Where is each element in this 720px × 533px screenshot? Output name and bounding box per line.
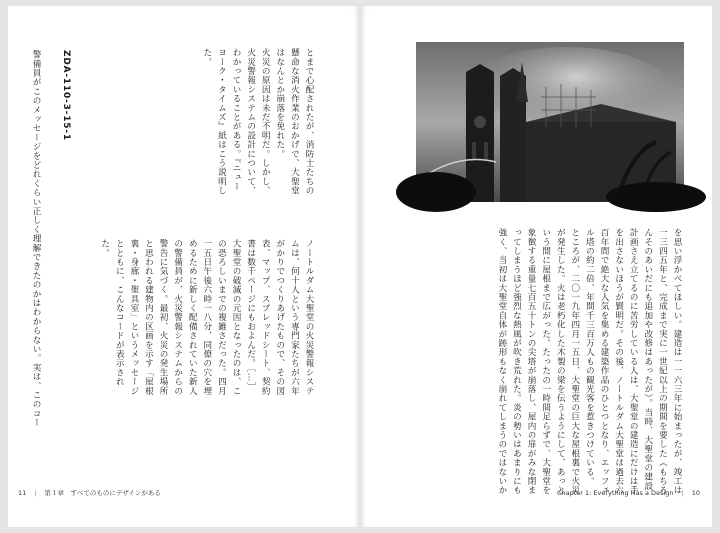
left-page xyxy=(8,6,360,527)
left-page-number: 11 xyxy=(18,489,27,497)
cathedral-fire-photo xyxy=(416,42,684,202)
left-text-block-quote: ノートルダム大聖堂の火災警報システムは、何十人という専門家たちが六年がかりでつくりあげたもので、その図表、マップ、スプレッドシート、契約書は数千ページにもおよんだ。［…］ 大聖堂の破滅の元因となったのは、この恐ろしいまでの複雑さだった。四月一五日午後六時一八分、同僚の穴を埋めるために新しく配備されていた新人の警備員が、火災警報システムからの警告に気づく。最初、火災の発生場所と思われる建物内の区画を示す「屋根裏・身廊・聖具室」というメッセージとともに、こんなコードが表示された。 xyxy=(99,239,314,396)
book-spread xyxy=(8,6,712,527)
left-running-head: 第１章 すべてのものにデザインがある xyxy=(44,489,161,497)
right-running-head: Chapter 1: Everything Has a Design xyxy=(556,489,674,497)
left-folio: 11 | 第１章 すべてのものにデザインがある xyxy=(18,489,161,497)
left-text-block-top: とまで心配されたが、消防士たちの懸命な消火作業のおかげで、大聖堂はなんとか崩落を免れた。 火災の原因は未だ不明だ。しかし、火災警報システムの設計について、わかっていることがある。『ニューヨーク・タイムズ』紙はこう説明した。 xyxy=(201,48,314,196)
right-folio: Chapter 1: Everything Has a Design | 10 xyxy=(556,489,700,497)
right-page-number: 10 xyxy=(691,489,700,497)
right-page xyxy=(360,6,712,527)
right-text-block: を思い浮かべてほしい。建造は一一六三年に始まったが、竣工は一三四五年と、完成まで実に一世紀以上の期間を要した（もちろんそのあいだにも追加や改修はあったが）。当時、大聖堂の建設計画さえ立てるのに苦労している人は、大聖堂の建造にだけは手を出さないほうが賢明だ。その後、ノートルダム大聖堂は過去六百年間で絶大な人気を集める建築作品のひとつとなり、エッフェル塔の約二倍、年間千三百万人もの観光客を惹きつけている。 ところが、二〇一九年四月一五日、大聖堂の巨大な屋根裏で火災が発生した。火は老朽化した木製の梁を伝うようにして、あっという間に屋根まで広がった。たったの一時間足らずで、大聖堂を象徴する重量七百五十トンの尖塔が崩落し、屋内の扉がみな閉まってしまうほど強烈な熱風が吹き荒れた。炎の勢いはあまりにも強く、当初は大聖堂自体が跡形もなく崩れてしまうのではないか xyxy=(496,228,682,495)
alarm-code: ZDA-110-3-15-1 xyxy=(61,50,71,141)
left-text-block-last: 警備員がこのメッセージをどれくらい正しく理解できたのかはわからない。実は、このコー xyxy=(31,50,41,428)
